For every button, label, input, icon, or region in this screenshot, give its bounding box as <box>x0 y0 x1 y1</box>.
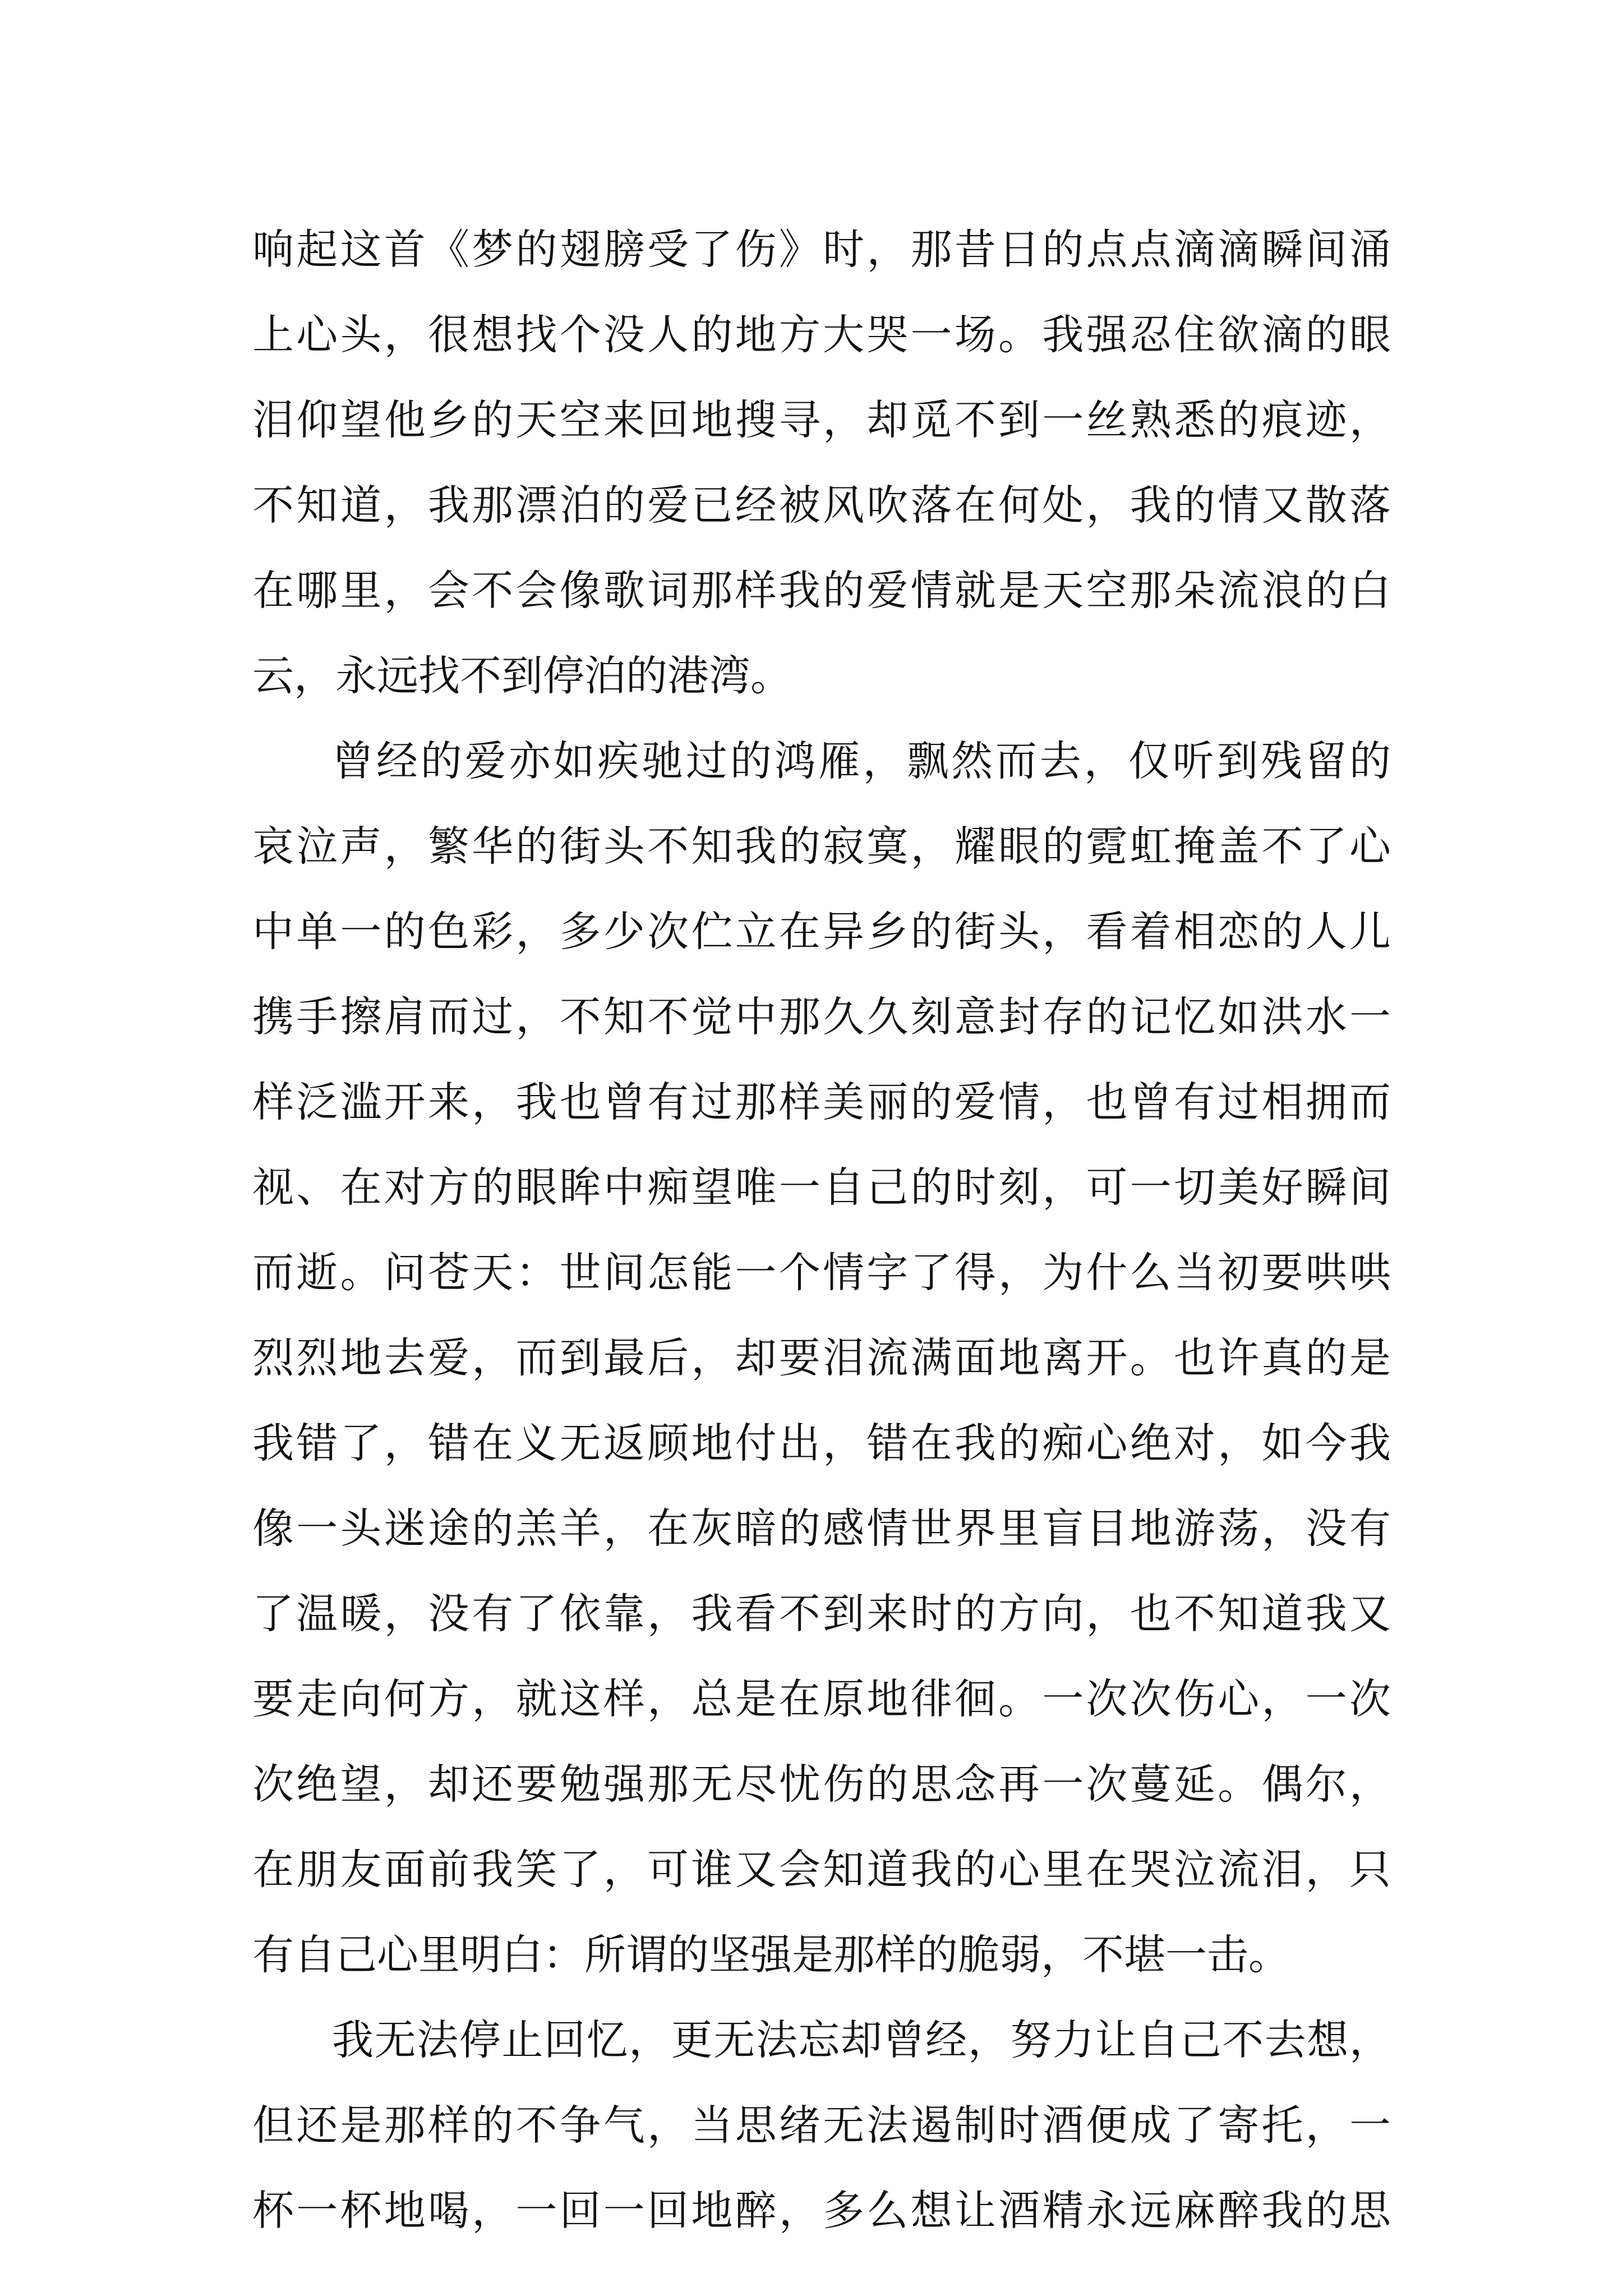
text-line: 要走向何方，就这样，总是在原地徘徊。一次次伤心，一次 <box>252 1675 1391 1723</box>
text-line: 次绝望，却还要勉强那无尽忧伤的思念再一次蔓延。偶尔， <box>252 1760 1391 1809</box>
text-line: 不知道，我那漂泊的爱已经被风吹落在何处，我的情又散落 <box>252 481 1391 530</box>
text-line: 而逝。问苍天：世间怎能一个情字了得，为什么当初要哄哄 <box>252 1249 1391 1297</box>
text-line: 中单一的色彩，多少次伫立在异乡的街头，看着相恋的人儿 <box>252 908 1391 956</box>
text-line: 有自己心里明白：所谓的坚强是那样的脆弱，不堪一击。 <box>252 1931 1290 1979</box>
text-line: 在哪里，会不会像歌词那样我的爱情就是天空那朵流浪的白 <box>252 567 1391 615</box>
text-line: 但还是那样的不争气，当思绪无法遏制时酒便成了寄托，一 <box>252 2101 1391 2150</box>
text-line: 样泛滥开来，我也曾有过那样美丽的爱情，也曾有过相拥而 <box>252 1078 1391 1126</box>
text-line: 在朋友面前我笑了，可谁又会知道我的心里在哭泣流泪，只 <box>252 1846 1391 1894</box>
text-line: 烈烈地去爱，而到最后，却要泪流满面地离开。也许真的是 <box>252 1334 1391 1382</box>
text-line: 视、在对方的眼眸中痴望唯一自己的时刻，可一切美好瞬间 <box>252 1163 1391 1212</box>
text-line: 我无法停止回忆，更无法忘却曾经，努力让自己不去想， <box>332 2016 1391 2064</box>
text-line: 像一头迷途的羔羊，在灰暗的感情世界里盲目地游荡，没有 <box>252 1504 1391 1553</box>
text-line: 曾经的爱亦如疾驰过的鸿雁，飘然而去，仅听到残留的 <box>332 737 1391 785</box>
text-line: 泪仰望他乡的天空来回地搜寻，却觅不到一丝熟悉的痕迹， <box>252 396 1391 444</box>
text-line: 上心头，很想找个没人的地方大哭一场。我强忍住欲滴的眼 <box>252 311 1391 359</box>
text-line: 杯一杯地喝，一回一回地醉，多么想让酒精永远麻醉我的思 <box>252 2187 1391 2235</box>
text-line: 云，永远找不到停泊的港湾。 <box>252 652 792 700</box>
text-line: 我错了，错在义无返顾地付出，错在我的痴心绝对，如今我 <box>252 1419 1391 1467</box>
text-line: 了温暖，没有了依靠，我看不到来时的方向，也不知道我又 <box>252 1590 1391 1638</box>
text-line: 携手擦肩而过，不知不觉中那久久刻意封存的记忆如洪水一 <box>252 993 1391 1041</box>
text-line: 哀泣声，繁华的街头不知我的寂寞，耀眼的霓虹掩盖不了心 <box>252 822 1391 871</box>
text-line: 响起这首《梦的翅膀受了伤》时，那昔日的点点滴滴瞬间涌 <box>252 226 1391 274</box>
